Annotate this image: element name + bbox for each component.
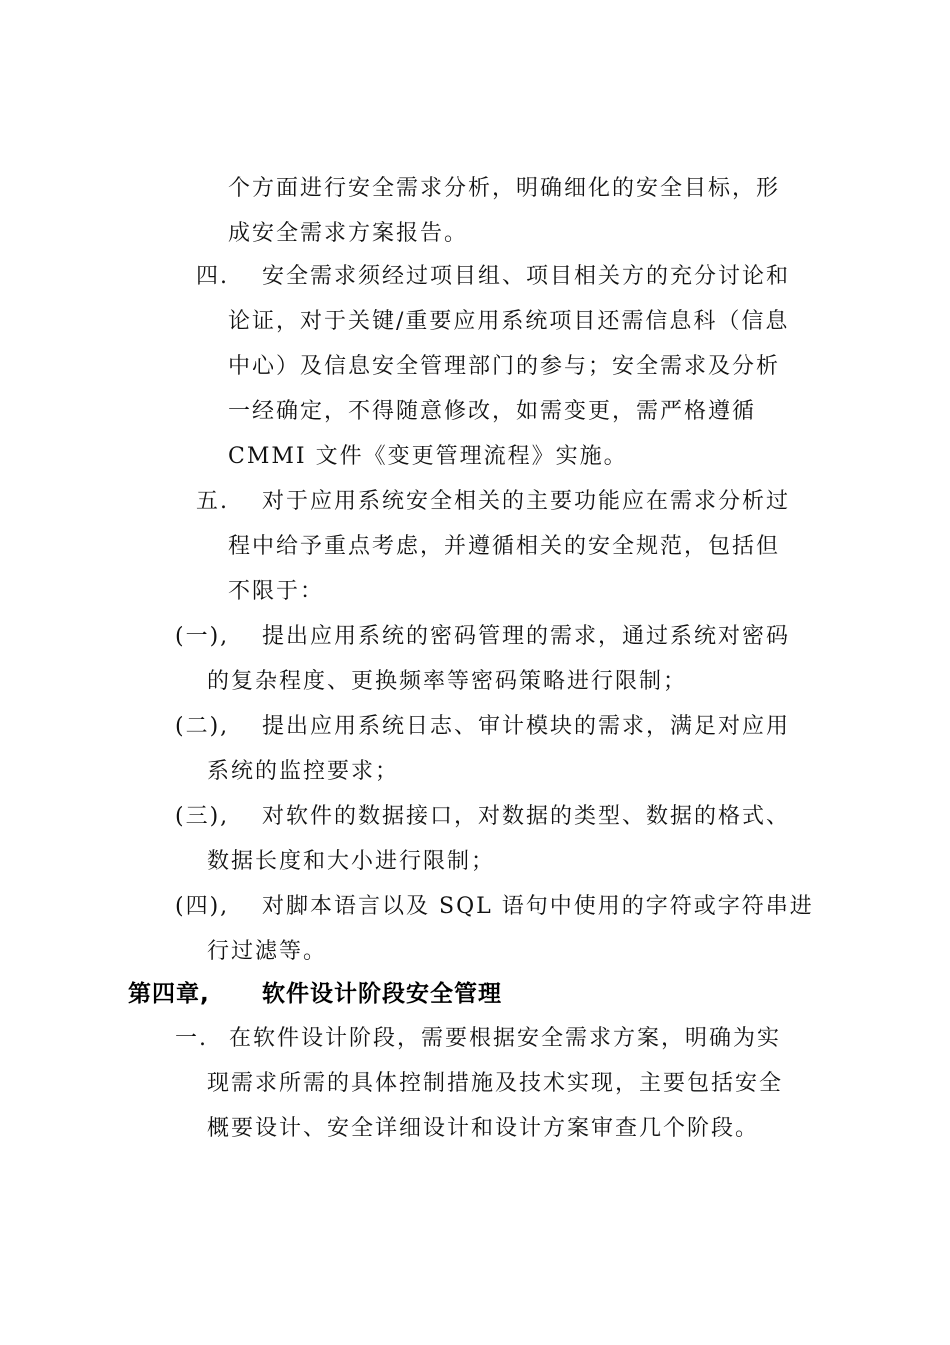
list-marker-four: 四. xyxy=(196,264,229,289)
paragraph-line: 概要设计、安全详细设计和设计方案审查几个阶段。 xyxy=(207,1116,760,1141)
paragraph-line: 提出应用系统日志、审计模块的需求，满足对应用 xyxy=(262,714,791,739)
paragraph-line: 论证，对于关键/重要应用系统项目还需信息科（信息 xyxy=(228,309,790,334)
chapter-title: 软件设计阶段安全管理 xyxy=(262,981,502,1007)
list-marker-five: 五. xyxy=(196,489,229,514)
paragraph-line: 在软件设计阶段，需要根据安全需求方案，明确为实 xyxy=(229,1026,782,1051)
paragraph-line: 安全需求须经过项目组、项目相关方的充分讨论和 xyxy=(262,264,791,289)
paragraph-line: 个方面进行安全需求分析，明确细化的安全目标，形 xyxy=(228,176,781,201)
paragraph-line: 数据长度和大小进行限制； xyxy=(207,849,496,874)
paragraph-line: 提出应用系统的密码管理的需求，通过系统对密码 xyxy=(262,624,791,649)
paragraph-line: 对于应用系统安全相关的主要功能应在需求分析过 xyxy=(262,489,791,514)
paragraph-line: 现需求所需的具体控制措施及技术实现，主要包括安全 xyxy=(207,1071,784,1096)
paragraph-line: 一经确定，不得随意修改，如需变更，需严格遵循 xyxy=(228,399,757,424)
chapter-number: 第四章, xyxy=(128,981,210,1007)
paragraph-line: 中心）及信息安全管理部门的参与；安全需求及分析 xyxy=(228,354,781,379)
section-marker-one: 一. xyxy=(175,1026,208,1051)
paragraph-line: 对软件的数据接口，对数据的类型、数据的格式、 xyxy=(262,804,791,829)
paragraph-line: 的复杂程度、更换频率等密码策略进行限制； xyxy=(207,669,688,694)
paragraph-line: 程中给予重点考虑，并遵循相关的安全规范，包括但 xyxy=(228,534,781,559)
paragraph-line: 成安全需求方案报告。 xyxy=(228,221,469,246)
sub-list-marker-three: (三), xyxy=(175,804,230,829)
sub-list-marker-one: (一), xyxy=(175,624,230,649)
sub-list-marker-four: (四), xyxy=(175,894,230,919)
sub-list-marker-two: (二), xyxy=(175,714,230,739)
paragraph-line: 对脚本语言以及 SQL 语句中使用的字符或字符串进 xyxy=(262,894,814,919)
paragraph-line: 不限于： xyxy=(228,579,325,604)
paragraph-line: 系统的监控要求； xyxy=(207,759,400,784)
paragraph-line: 行过滤等。 xyxy=(207,939,328,964)
paragraph-line: CMMI 文件《变更管理流程》实施。 xyxy=(228,444,628,469)
